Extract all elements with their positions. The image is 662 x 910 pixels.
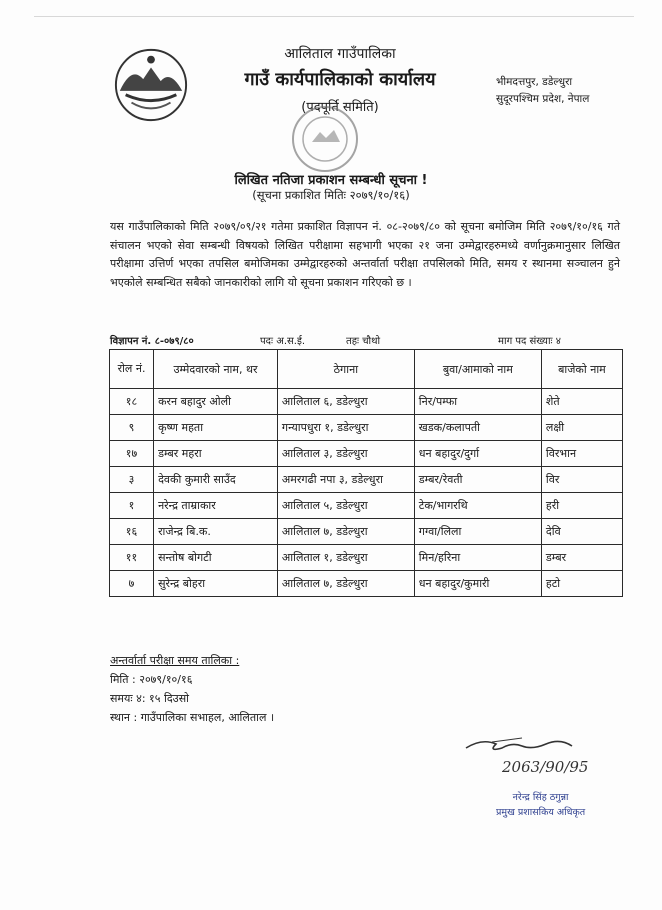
table-row [110, 467, 623, 493]
candidate-name: देवकी कुमारी साउँद [154, 467, 278, 493]
parents-name: डम्बर/रेवती [414, 467, 541, 493]
signatory-designation: प्रमुख प्रशासकिय अधिकृत [496, 807, 586, 818]
candidate-name: करन बहादुर ओली [154, 389, 278, 415]
post-level: तहः चौथो [346, 336, 381, 347]
roll-number: ९ [110, 415, 154, 441]
parents-name: निर/पम्फा [414, 389, 541, 415]
col-name: उम्मेदवारको नाम, थर [154, 350, 278, 389]
table-row [110, 519, 623, 545]
candidate-name: डम्बर महरा [154, 441, 278, 467]
table-row [110, 415, 623, 441]
candidate-name: राजेन्द्र बि.क. [154, 519, 278, 545]
demand-count: माग पद संख्याः ४ [498, 336, 561, 347]
top-edge-line [34, 16, 634, 17]
candidate-name: सुरेन्द्र बोहरा [154, 571, 278, 597]
grandfather-name: विर [541, 467, 622, 493]
municipality-name: आलिताल गाउँपालिका [284, 46, 396, 62]
candidate-address: आलिताल १, डडेल्धुरा [277, 545, 414, 571]
grandfather-name: डम्बर [541, 545, 622, 571]
table-row [110, 545, 623, 571]
table-row [110, 441, 623, 467]
col-parents: बुवा/आमाको नाम [414, 350, 541, 389]
grandfather-name: शेते [541, 389, 622, 415]
roll-number: १६ [110, 519, 154, 545]
table-row [110, 493, 623, 519]
parents-name: खडक/कलापती [414, 415, 541, 441]
candidate-name: नरेन्द्र ताम्राकार [154, 493, 278, 519]
post-name: पदः अ.स.ई. [260, 336, 306, 347]
col-grandfather: बाजेको नाम [541, 350, 622, 389]
schedule-date: मिति : २०७९/१०/१६ [110, 673, 193, 686]
parents-name: मिन/हरिना [414, 545, 541, 571]
table-row [110, 571, 623, 597]
candidate-address: अमरगढी नपा ३, डडेल्धुरा [277, 467, 414, 493]
roll-number: ११ [110, 545, 154, 571]
candidate-address: आलिताल ७, डडेल्धुरा [277, 519, 414, 545]
parents-name: धन बहादुर/कुमारी [414, 571, 541, 597]
advertisement-info [110, 333, 622, 347]
candidate-address: गन्यापधुरा १, डडेल्धुरा [277, 415, 414, 441]
candidate-address: आलिताल ५, डडेल्धुरा [277, 493, 414, 519]
candidate-name: कृष्ण महता [154, 415, 278, 441]
address-line-2: सुदूरपश्चिम प्रदेश, नेपाल [496, 93, 590, 105]
notice-title: लिखित नतिजा प्रकाशन सम्बन्धी सूचना ! [234, 173, 428, 188]
table-header-row [110, 350, 623, 389]
office-stamp-icon [290, 104, 360, 174]
office-name: गाउँ कार्यपालिकाको कार्यालय [244, 69, 436, 90]
signature-date: 2063/90/95 [502, 758, 589, 776]
parents-name: धन बहादुर/दुर्गा [414, 441, 541, 467]
signatory-name: नरेन्द्र सिंह ठगुन्ना [512, 792, 569, 803]
parents-name: गग्वा/लिला [414, 519, 541, 545]
col-roll: रोल नं. [110, 350, 154, 389]
grandfather-name: हरी [541, 493, 622, 519]
candidate-name: सन्तोष बोगटी [154, 545, 278, 571]
roll-number: ३ [110, 467, 154, 493]
table-row [110, 389, 623, 415]
roll-number: १७ [110, 441, 154, 467]
grandfather-name: हटो [541, 571, 622, 597]
roll-number: १८ [110, 389, 154, 415]
schedule-heading: अन्तर्वार्ता परीक्षा समय तालिका : [110, 654, 240, 667]
office-address [496, 74, 616, 108]
address-line-1: भीमदत्तपुर, डडेल्धुरा [496, 76, 573, 88]
ad-number: विज्ञापन नं. ८-०७९/८० [110, 336, 194, 347]
candidate-address: आलिताल ६, डडेल्धुरा [277, 389, 414, 415]
grandfather-name: विरभान [541, 441, 622, 467]
col-address: ठेगाना [277, 350, 414, 389]
schedule-place: स्थान : गाउँपालिका सभाहल, आलिताल । [110, 711, 275, 724]
schedule-time: समयः ४: १५ दिउसो [110, 692, 189, 705]
grandfather-name: देवि [541, 519, 622, 545]
roll-number: ७ [110, 571, 154, 597]
nepal-emblem-icon [112, 46, 190, 124]
roll-number: १ [110, 493, 154, 519]
handwritten-signature [462, 732, 612, 782]
candidate-address: आलिताल ३, डडेल्धुरा [277, 441, 414, 467]
parents-name: टेक/भागरथि [414, 493, 541, 519]
committee-name: (पदपूर्ति समिति) [301, 100, 379, 115]
grandfather-name: लक्षी [541, 415, 622, 441]
publish-date: (सूचना प्रकाशित मितिः २०७९/१०/१६) [252, 188, 410, 202]
notice-body: यस गाउँपालिकाको मिति २०७९/०९/२१ गतेमा प्रकाशित विज्ञापन नं. ०८-२०७९/८० को सूचना बमोजिम मिति २०७९/१०/१६ गते संचालन भएको सेवा सम्बन्धी विषयको लिखित परीक्षामा सहभागी भएका २१ जना उम्मेद्वारहरुमध्ये वर्णानुक्रमानुसार लिखित परीक्षामा उत्तिर्ण भएका तपसिल बमोजिमका उम्मेद्वारहरुको अन्तर्वार्ता परीक्षा तपसिलको मिति, समय र स्थानमा सञ्चालन हुने भएकोले सम्बन्धित सबैको जानकारीको लागि यो सूचना प्रकाशन गरिएको छ । [110, 220, 620, 289]
candidate-address: आलिताल ७, डडेल्धुरा [277, 571, 414, 597]
signatory-block [496, 790, 585, 820]
results-table [109, 349, 623, 597]
interview-schedule [110, 651, 274, 727]
